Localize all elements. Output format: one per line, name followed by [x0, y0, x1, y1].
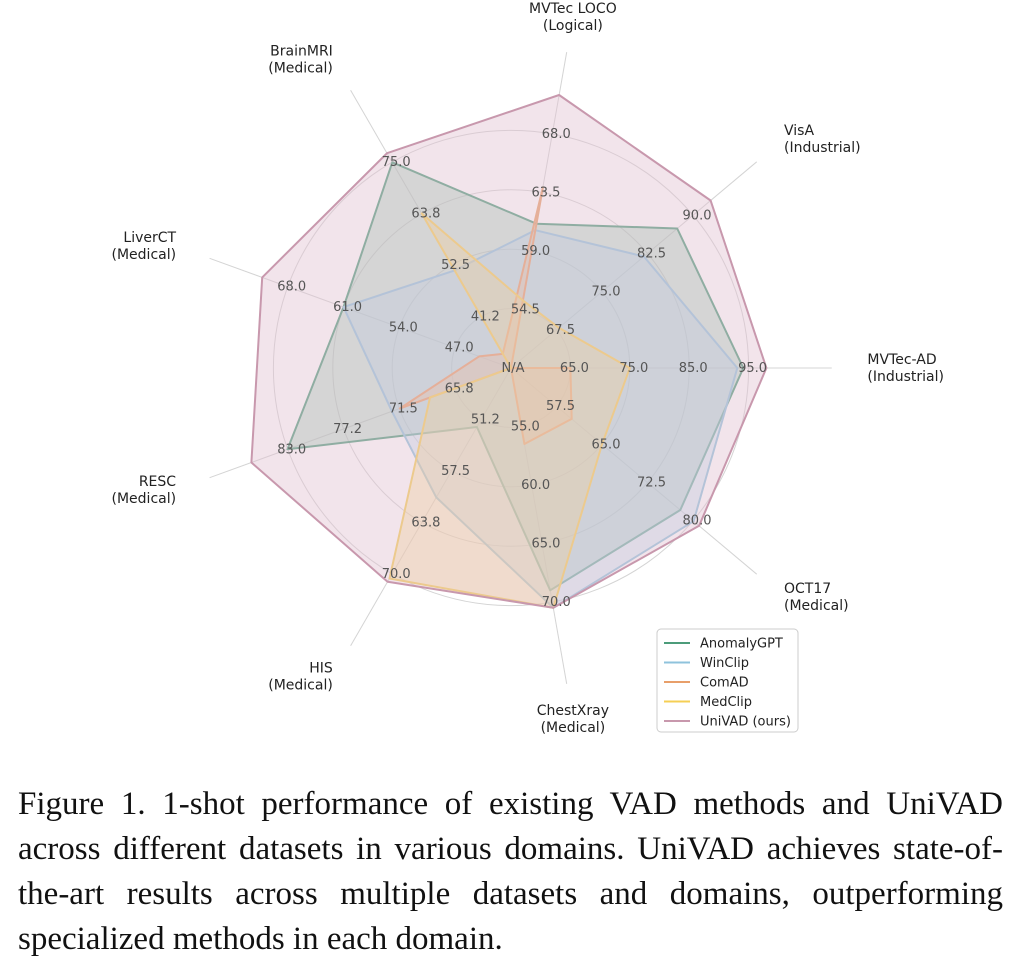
- tick-label: 71.5: [388, 401, 418, 417]
- tick-label: 77.2: [333, 421, 363, 437]
- tick-label: 68.0: [541, 127, 571, 143]
- tick-label: 41.2: [470, 309, 500, 325]
- tick-label: 63.5: [531, 185, 561, 201]
- axis-label-brainmri: BrainMRI (Medical): [268, 43, 333, 77]
- series-univad-ours: [251, 95, 766, 608]
- tick-label: 70.0: [381, 566, 411, 582]
- tick-label: 75.0: [381, 155, 411, 171]
- tick-label: 70.0: [541, 594, 571, 610]
- axis-label-resc: RESC (Medical): [111, 473, 177, 507]
- axis-label-liverct: LiverCT (Medical): [111, 230, 177, 264]
- tick-label: 65.8: [444, 381, 474, 397]
- figure-caption: Figure 1. 1-shot performance of existing VAD methods and UniVAD across different datasets in various domains. UniVAD achieves state-of-the-art results across multiple datasets and domains, outperforming specialized methods in each domain.: [18, 786, 1003, 957]
- legend: [657, 629, 798, 732]
- tick-label: 95.0: [738, 361, 768, 376]
- tick-label: 65.0: [591, 437, 621, 453]
- axis-label-mvtec-ad: MVTec-AD (Industrial): [867, 352, 944, 385]
- legend-entry: WinClip: [700, 656, 749, 671]
- axis-label-visa: VisA (Industrial): [784, 122, 861, 156]
- tick-label: 63.8: [411, 206, 441, 222]
- tick-label: 55.0: [510, 419, 540, 435]
- tick-label: 80.0: [682, 513, 712, 529]
- legend-entry: ComAD: [700, 675, 749, 691]
- legend-entry: AnomalyGPT: [700, 636, 783, 652]
- legend-entry: UniVAD (ours): [700, 714, 791, 730]
- tick-label: 65.0: [531, 536, 561, 552]
- axis-label-mvtec-loco: MVTec LOCO (Logical): [529, 1, 617, 35]
- series-layer: [251, 95, 766, 608]
- tick-label: 85.0: [678, 361, 708, 376]
- tick-label: 68.0: [277, 279, 307, 295]
- tick-label: 51.2: [470, 412, 500, 428]
- tick-label: 54.0: [388, 320, 418, 336]
- tick-label: 54.5: [510, 302, 540, 318]
- tick-label: 82.5: [637, 246, 666, 262]
- tick-label: 57.5: [546, 399, 575, 415]
- tick-label: 52.5: [441, 258, 471, 274]
- axis-label-his: HIS (Medical): [268, 660, 333, 694]
- tick-label: 61.0: [333, 300, 363, 316]
- tick-label: 83.0: [277, 442, 307, 458]
- legend-entry: MedClip: [700, 695, 753, 710]
- tick-label: 57.5: [441, 463, 471, 479]
- tick-label: 65.0: [559, 361, 589, 376]
- tick-label: 63.8: [411, 515, 441, 531]
- center-label: N/A: [501, 361, 525, 376]
- tick-label: 72.5: [637, 475, 666, 491]
- tick-label: 60.0: [521, 477, 551, 493]
- tick-label: 75.0: [591, 284, 621, 300]
- tick-label: 59.0: [521, 244, 551, 260]
- axis-label-oct17: OCT17 (Medical): [784, 581, 849, 615]
- tick-label: 90.0: [682, 208, 712, 224]
- tick-label: 75.0: [619, 361, 649, 376]
- tick-label: 47.0: [444, 340, 474, 356]
- axis-label-chestxray: ChestXray (Medical): [536, 702, 610, 736]
- tick-label: 67.5: [546, 322, 575, 338]
